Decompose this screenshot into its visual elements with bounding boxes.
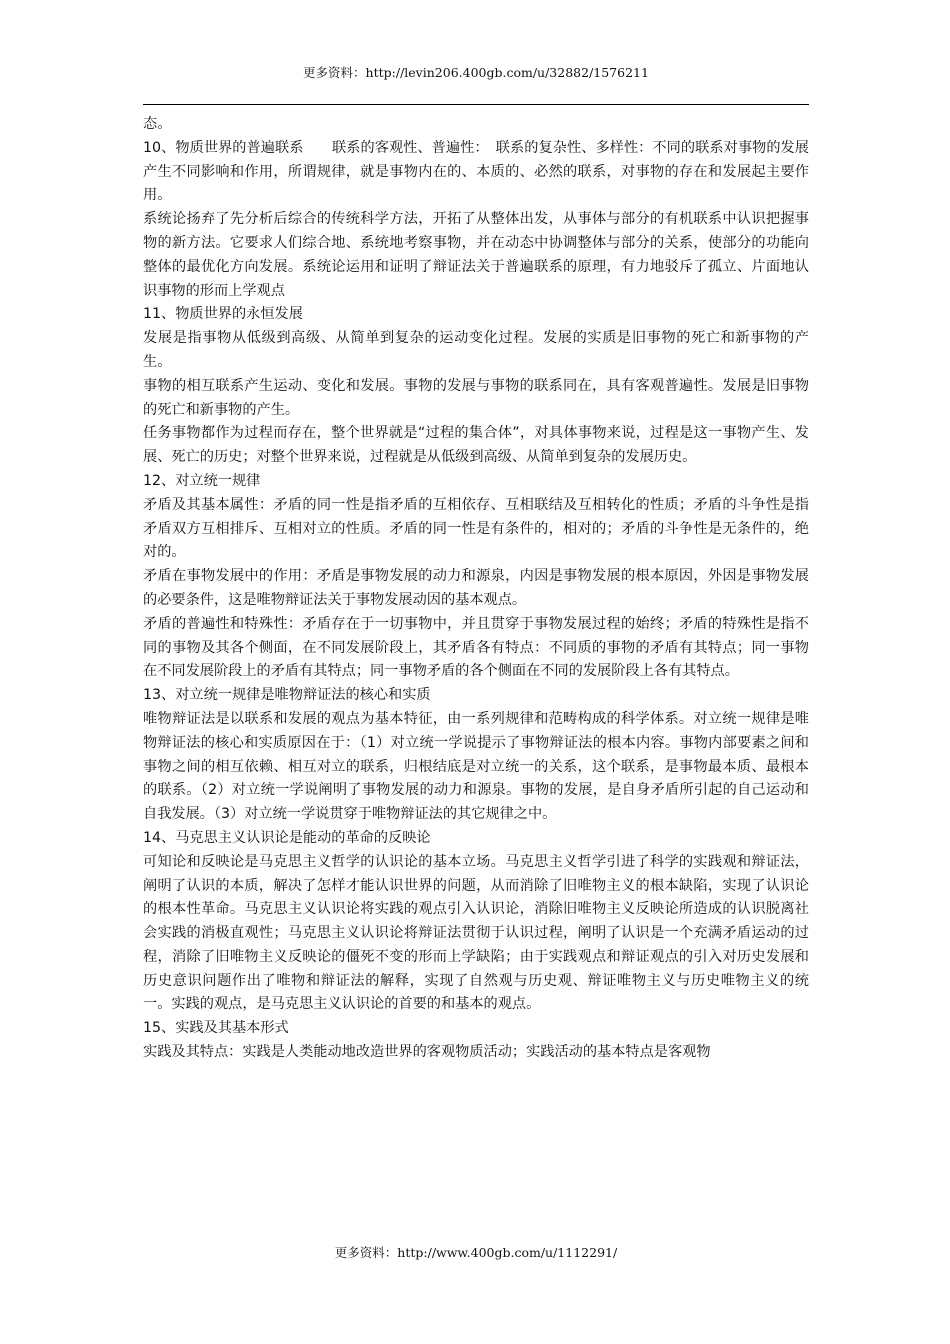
paragraph: 系统论扬弃了先分析后综合的传统科学方法，开拓了从整体出发，从事体与部分的有机联系中认识把握事物的新方法。它要求人们综合地、系统地考察事物，并在动态中协调整体与部分的关系，使部分的功能向整体的最优化方向发展。系统论运用和证明了辩证法关于普遍联系的原理，有力地驳斥了孤立、片面地认识事物的形而上学观点 bbox=[143, 211, 809, 299]
paragraph: 矛盾及其基本属性：矛盾的同一性是指矛盾的互相依存、互相联结及互相转化的性质；矛盾的斗争性是指矛盾双方互相排斥、互相对立的性质。矛盾的同一性是有条件的，相对的；矛盾的斗争性是无条件的，绝对的。 bbox=[143, 496, 809, 561]
document-body bbox=[143, 113, 809, 1065]
paragraph: 发展是指事物从低级到高级、从简单到复杂的运动变化过程。发展的实质是旧事物的死亡和新事物的产生。 bbox=[143, 330, 809, 370]
section-heading-11: 11、物质世界的永恒发展 bbox=[143, 306, 303, 323]
paragraph: 实践及其特点：实践是人类能动地改造世界的客观物质活动；实践活动的基本特点是客观物 bbox=[143, 1044, 711, 1061]
paragraph: 唯物辩证法是以联系和发展的观点为基本特征，由一系列规律和范畴构成的科学体系。对立统一规律是唯物辩证法的核心和实质原因在于：（1）对立统一学说提示了事物辩证法的根本内容。事物内部要素之间和事物之间的相互依赖、相互对立的联系，归根结底是对立统一的关系，这个联系，是事物最本质、最根本的联系。（2）对立统一学说阐明了事物发展的动力和源泉。事物的发展，是自身矛盾所引起的自己运动和自我发展。（3）对立统一学说贯穿于唯物辩证法的其它规律之中。 bbox=[143, 710, 809, 823]
page-footer-link[interactable]: 更多资料：http://www.400gb.com/u/1112291/ bbox=[334, 1245, 618, 1260]
paragraph: 可知论和反映论是马克思主义哲学的认识论的基本立场。马克思主义哲学引进了科学的实践观和辩证法，阐明了认识的本质，解决了怎样才能认识世界的问题，从而消除了旧唯物主义的根本缺陷，实现了认识论的根本性革命。马克思主义认识论将实践的观点引入认识论，消除旧唯物主义反映论所造成的认识脱离社会实践的消极直观性；马克思主义认识论将辩证法贯彻于认识过程，阐明了认识是一个充满矛盾运动的过程，消除了旧唯物主义反映论的僵死不变的形而上学缺陷；由于实践观点和辩证观点的引入对历史发展和历史意识问题作出了唯物和辩证法的解释，实现了自然观与历史观、辩证唯物主义与历史唯物主义的统一。实践的观点，是马克思主义认识论的首要的和基本的观点。 bbox=[143, 853, 809, 1013]
section-heading-12: 12、对立统一规律 bbox=[143, 472, 261, 489]
paragraph: 任务事物都作为过程而存在，整个世界就是“过程的集合体”，对具体事物来说，过程是这一事物产生、发展、死亡的历史；对整个世界来说，过程就是从低级到高级、从简单到复杂的发展历史。 bbox=[143, 425, 809, 466]
section-10-paragraph: 10、物质世界的普遍联系 联系的客观性、普遍性： 联系的复杂性、多样性：不同的联系对事物的发展产生不同影响和作用，所谓规律，就是事物内在的、本质的、必然的联系，对事物的存在和发展起主要作用。 bbox=[143, 139, 809, 204]
section-heading-14: 14、马克思主义认识论是能动的革命的反映论 bbox=[143, 829, 431, 846]
page-header-link[interactable]: 更多资料：http://levin206.400gb.com/u/32882/1576211 bbox=[303, 65, 649, 80]
header-divider bbox=[143, 104, 809, 105]
section-heading-13: 13、对立统一规律是唯物辩证法的核心和实质 bbox=[143, 687, 431, 704]
paragraph: 态。 bbox=[143, 116, 172, 132]
paragraph: 矛盾在事物发展中的作用：矛盾是事物发展的动力和源泉，内因是事物发展的根本原因，外因是事物发展的必要条件，这是唯物辩证法关于事物发展动因的基本观点。 bbox=[143, 568, 809, 608]
section-heading-15: 15、实践及其基本形式 bbox=[143, 1020, 289, 1037]
paragraph: 矛盾的普遍性和特殊性：矛盾存在于一切事物中，并且贯穿于事物发展过程的始终；矛盾的特殊性是指不同的事物及其各个侧面，在不同发展阶段上，其矛盾各有特点：不同质的事物的矛盾有其特点；同一事物在不同发展阶段上的矛盾有其特点；同一事物矛盾的各个侧面在不同的发展阶段上各有其特点。 bbox=[143, 615, 809, 680]
paragraph: 事物的相互联系产生运动、变化和发展。事物的发展与事物的联系同在，具有客观普遍性。发展是旧事物的死亡和新事物的产生。 bbox=[143, 377, 809, 418]
